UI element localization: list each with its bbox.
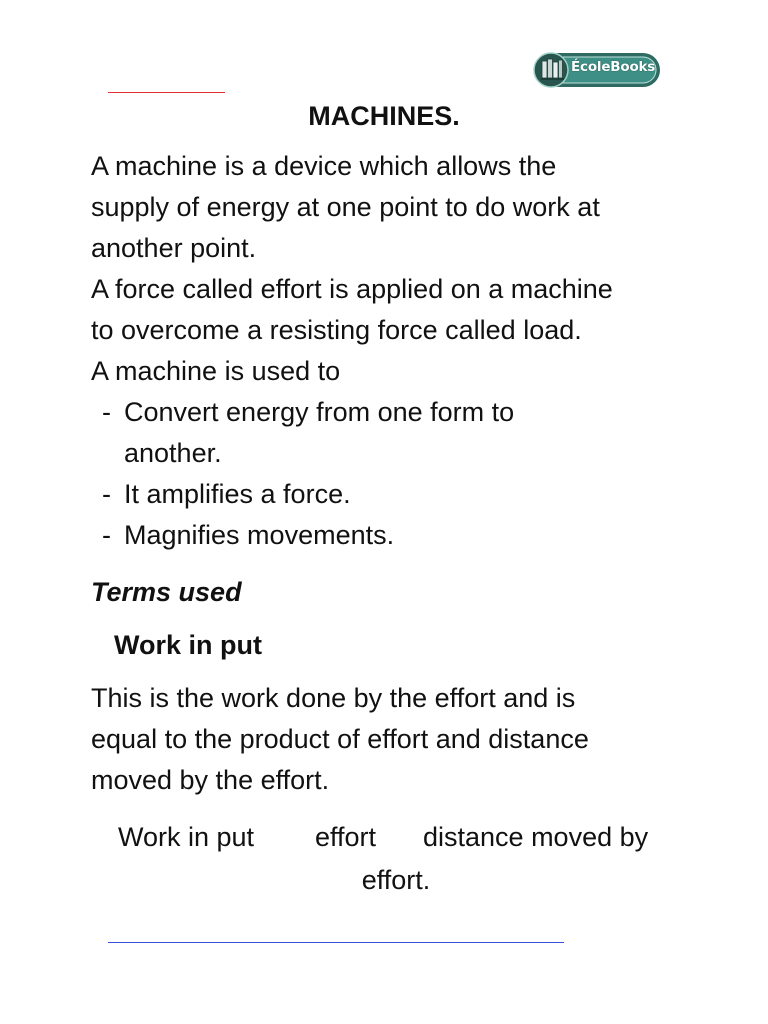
- terms-heading: Terms used: [91, 577, 242, 607]
- list-item-line: Convert energy from one form to: [124, 397, 515, 427]
- list-item: [102, 515, 702, 556]
- logo-wordmark: ÉcoleBooks: [571, 59, 656, 75]
- intro-paragraph: [91, 146, 691, 392]
- list-dash: -: [102, 479, 111, 509]
- work-input-formula: [0, 816, 768, 902]
- work-input-heading: Work in put: [114, 630, 262, 660]
- description-line: equal to the product of effort and distance: [91, 724, 589, 754]
- books-icon: [541, 59, 564, 80]
- description-line: moved by the effort.: [91, 765, 330, 795]
- list-item: [102, 474, 702, 515]
- list-dash: -: [102, 520, 111, 550]
- formula-factor-distance-cont: effort.: [361, 865, 431, 895]
- description-line: This is the work done by the effort and is: [91, 683, 576, 713]
- list-item-line: Magnifies movements.: [124, 520, 395, 550]
- list-item-line: another.: [124, 438, 222, 468]
- intro-line: A force called effort is applied on a machine: [91, 274, 613, 304]
- intro-line: supply of energy at one point to do work at: [91, 192, 600, 222]
- intro-line: A machine is used to: [91, 356, 341, 386]
- list-item: [102, 392, 702, 474]
- formula-term: Work in put: [118, 822, 255, 852]
- intro-line: A machine is a device which allows the: [91, 151, 557, 181]
- list-item-line: It amplifies a force.: [124, 479, 351, 509]
- header-red-rule: [108, 92, 225, 93]
- list-dash: -: [102, 397, 111, 427]
- intro-line: another point.: [91, 233, 257, 263]
- formula-factor-effort: effort: [315, 822, 377, 852]
- work-input-description: [91, 678, 691, 801]
- footer-blue-rule: [108, 942, 564, 943]
- ecolebooks-logo: [533, 50, 661, 90]
- machine-uses-list: [102, 392, 702, 556]
- formula-factor-distance: distance moved by: [423, 822, 649, 852]
- intro-line: to overcome a resisting force called load.: [91, 315, 582, 345]
- page-title: MACHINES.: [308, 101, 460, 131]
